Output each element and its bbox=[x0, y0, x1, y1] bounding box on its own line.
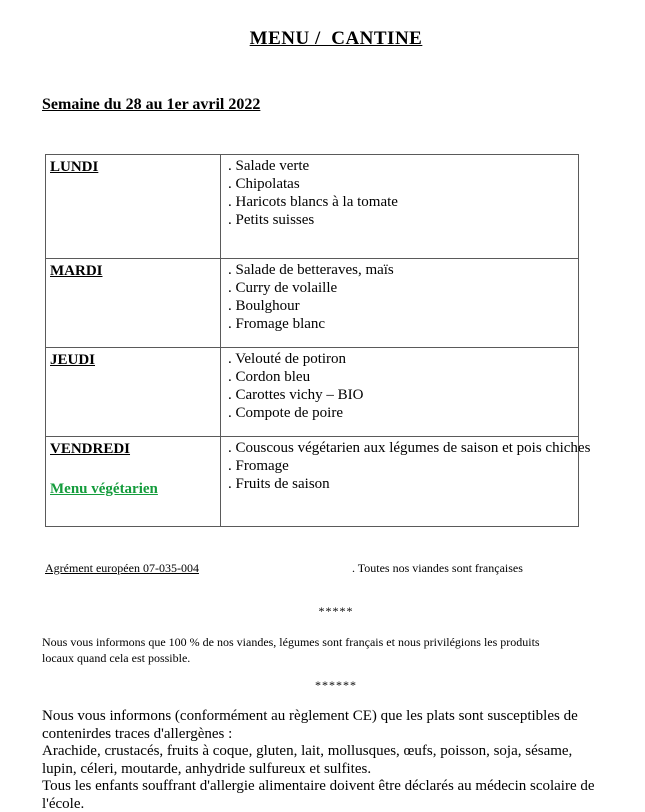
menu-items bbox=[221, 437, 591, 527]
menu-item-line: . Cordon bleu bbox=[228, 369, 311, 385]
menu-item-line: . Haricots blancs à la tomate bbox=[228, 194, 398, 210]
table-row-jeudi bbox=[46, 348, 579, 437]
table-row-vendredi bbox=[46, 437, 579, 527]
day-cell bbox=[46, 437, 221, 527]
menu-item-line: . Salade de betteraves, maïs bbox=[228, 262, 394, 278]
menu-item-line: . Petits suisses bbox=[228, 212, 315, 228]
local-products-note: Nous vous informons que 100 % de nos viandes, légumes sont français et nous privilégions les produits locaux quand cela est possible. bbox=[42, 635, 540, 665]
day-label: LUNDI bbox=[50, 159, 99, 175]
menu-item-line: . Velouté de potiron bbox=[228, 351, 347, 367]
french-meat-note: . Toutes nos viandes sont françaises bbox=[352, 561, 523, 575]
agrement-line bbox=[42, 561, 630, 577]
menu-item-line: . Curry de volaille bbox=[228, 280, 338, 296]
table-row-mardi bbox=[46, 259, 579, 348]
menu-item-line: . Fromage blanc bbox=[228, 316, 326, 332]
menu-items bbox=[221, 259, 579, 348]
asterisk-separator: ****** bbox=[315, 678, 357, 692]
day-cell bbox=[46, 348, 221, 437]
menu-item-line: . Compote de poire bbox=[228, 405, 343, 421]
allergen-notice bbox=[42, 708, 598, 812]
menu-items bbox=[221, 155, 579, 259]
day-label: MARDI bbox=[50, 263, 103, 279]
table-row-lundi bbox=[46, 155, 579, 259]
menu-item-line: . Boulghour bbox=[228, 298, 300, 314]
menu-table bbox=[45, 154, 591, 527]
european-approval-number: Agrément européen 07-035-004 bbox=[45, 561, 199, 575]
menu-item-line: . Salade verte bbox=[228, 158, 310, 174]
day-cell bbox=[46, 259, 221, 348]
menu-item-line: . Carottes vichy – BIO bbox=[228, 387, 364, 403]
allergen-list: Arachide, crustacés, fruits à coque, gluten, lait, mollusques, œufs, poisson, soja, sésame, lupin, céleri, moutarde, anhydride sulfureux et sulfites. bbox=[42, 743, 573, 777]
week-heading: Semaine du 28 au 1er avril 2022 bbox=[42, 96, 261, 113]
menu-item-line: . Couscous végétarien aux légumes de saison et pois chiches bbox=[228, 440, 591, 456]
menu-item-line: . Chipolatas bbox=[228, 176, 300, 192]
day-cell bbox=[46, 155, 221, 259]
allergen-intro: Nous vous informons (conformément au règlement CE) que les plats sont susceptibles de contenirdes traces d'allergènes : bbox=[42, 708, 578, 742]
allergen-advice: Tous les enfants souffrant d'allergie alimentaire doivent être déclarés au médecin scolaire de l'école. bbox=[42, 778, 595, 812]
page-title: MENU / CANTINE bbox=[249, 28, 423, 49]
menu-item-line: . Fruits de saison bbox=[228, 476, 330, 492]
asterisk-separator: ***** bbox=[318, 604, 354, 618]
day-label: JEUDI bbox=[50, 352, 96, 368]
menu-items bbox=[221, 348, 579, 437]
day-label: VENDREDI bbox=[50, 441, 131, 457]
menu-item-line: . Fromage bbox=[228, 458, 289, 474]
vegetarian-menu-label: Menu végétarien bbox=[50, 481, 158, 497]
